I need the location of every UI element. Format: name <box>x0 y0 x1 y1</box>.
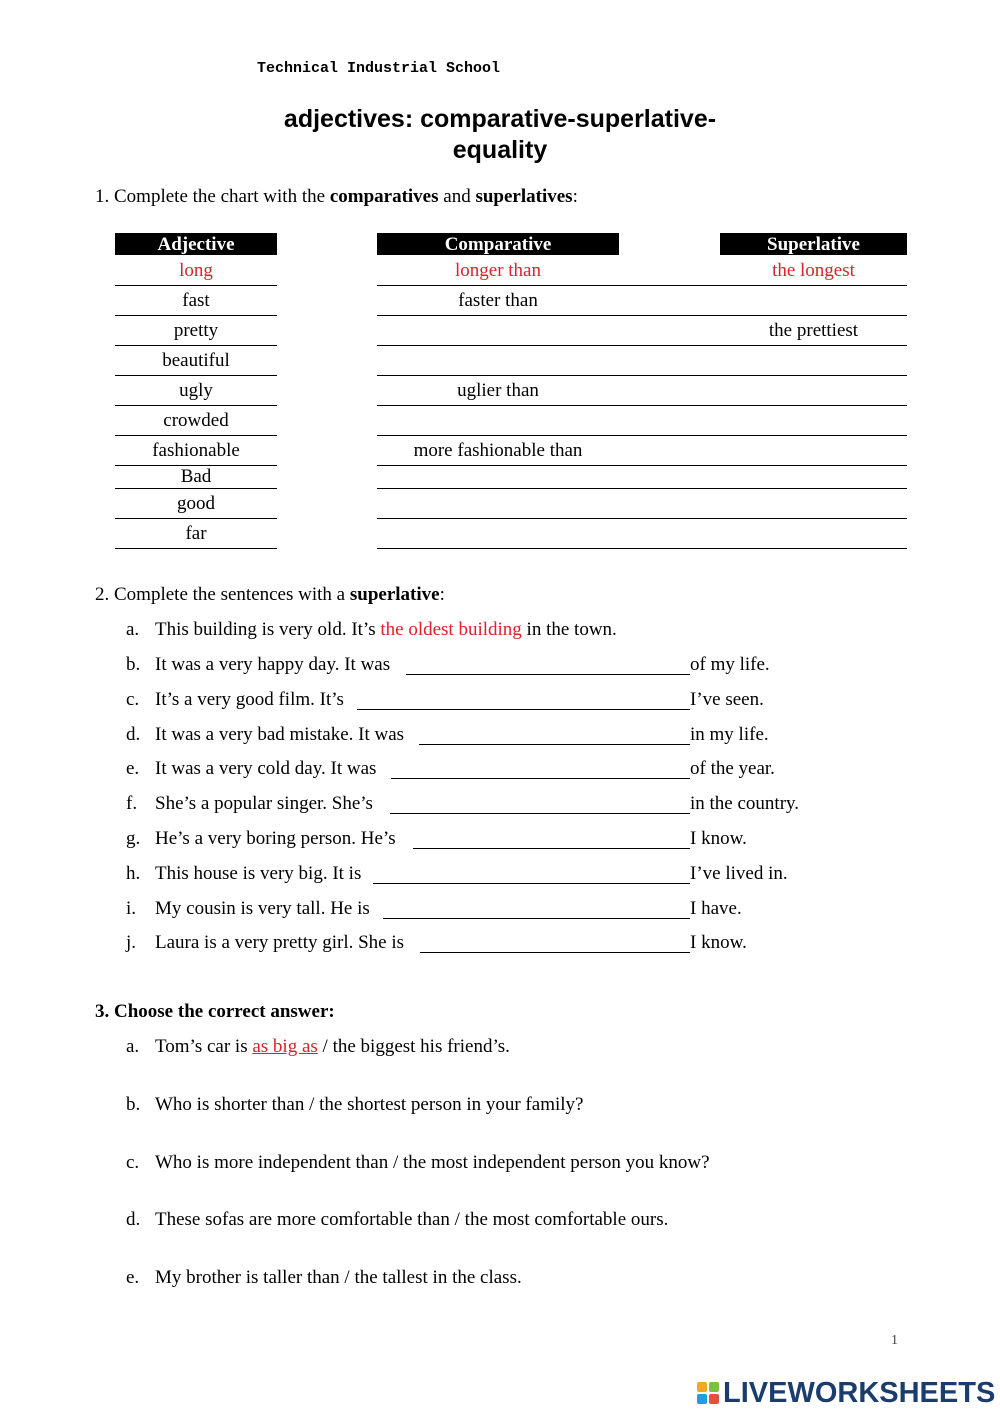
item-letter: d. <box>126 1209 141 1231</box>
sentence-text: Laura is a very pretty girl. She is <box>155 932 405 954</box>
school-name: Technical Industrial School <box>257 60 501 77</box>
answer-blank[interactable] <box>413 827 690 849</box>
answer-blank[interactable] <box>420 931 690 953</box>
section1-instruction: 1. Complete the chart with the comparatives and superlatives: <box>95 186 578 207</box>
comparative-cell: faster than <box>377 286 619 316</box>
comparative-cell[interactable] <box>377 316 619 346</box>
adjective-cell: far <box>115 519 277 549</box>
page-title-line2: equality <box>452 136 548 164</box>
answer-blank[interactable] <box>390 792 690 814</box>
choice-item[interactable] <box>126 1208 668 1232</box>
sentence-text: She’s a popular singer. She’s <box>155 793 373 815</box>
superlative-text: the longest <box>772 259 855 281</box>
comparative-cell: longer than <box>377 256 619 286</box>
sentence-ending: I’ve lived in. <box>690 862 788 884</box>
sentence-item <box>126 862 361 886</box>
adjective-cell: fast <box>115 286 277 316</box>
superlative-cell[interactable] <box>619 519 907 549</box>
adjective-cell: pretty <box>115 316 277 346</box>
comparative-cell[interactable] <box>377 489 619 519</box>
superlative-cell[interactable] <box>619 376 907 406</box>
choice-answer[interactable]: as big as <box>252 1036 318 1057</box>
choice-text: Who is more independent than / the most independent person you know? <box>155 1151 710 1173</box>
answer-blank[interactable] <box>406 653 690 675</box>
answer-blank[interactable] <box>373 862 690 884</box>
item-letter: e. <box>126 758 140 780</box>
sentence-item <box>126 723 404 747</box>
sentence-item <box>126 792 373 816</box>
comparative-cell: more fashionable than <box>377 436 619 466</box>
sentence-item <box>126 757 376 781</box>
sentence-ending: of my life. <box>690 654 770 675</box>
logo-text: LIVEWORKSHEETS <box>723 1376 996 1409</box>
section3-instruction: 3. Choose the correct answer: <box>95 1001 335 1022</box>
item-letter: d. <box>126 723 141 745</box>
item-letter: c. <box>126 688 140 710</box>
comparative-cell[interactable] <box>377 346 619 376</box>
item-letter: c. <box>126 1151 140 1173</box>
superlative-cell <box>619 256 907 286</box>
sentence-item <box>126 653 390 677</box>
superlative-cell[interactable] <box>619 436 907 466</box>
answer-blank[interactable] <box>419 723 690 745</box>
sentence-ending: I’ve seen. <box>690 688 764 710</box>
sentence-item <box>126 688 344 712</box>
choice-text: Who is shorter than / the shortest person in your family? <box>155 1094 584 1115</box>
superlative-cell[interactable] <box>619 346 907 376</box>
section2-instruction: 2. Complete the sentences with a superlative: <box>95 584 445 605</box>
superlative-cell[interactable] <box>619 406 907 436</box>
sentence-text: It was a very bad mistake. It was <box>155 723 405 745</box>
choice-text: These sofas are more comfortable than / the most comfortable ours. <box>155 1209 669 1231</box>
item-letter: b. <box>126 1094 141 1115</box>
example-answer: the oldest building <box>380 619 522 640</box>
comparative-cell[interactable] <box>377 466 619 489</box>
sentence-text: It was a very cold day. It was <box>155 758 377 780</box>
item-letter: f. <box>126 793 138 815</box>
superlative-cell[interactable] <box>619 489 907 519</box>
superlative-cell[interactable] <box>619 466 907 489</box>
sentence-ending: in the country. <box>690 793 800 815</box>
superlative-header: Superlative <box>720 233 907 255</box>
adjective-cell: Bad <box>115 466 277 489</box>
logo-grid-icon <box>697 1382 719 1404</box>
item-letter: j. <box>126 932 137 954</box>
page-number: 1 <box>891 1333 898 1348</box>
adjective-cell: fashionable <box>115 436 277 466</box>
item-letter: g. <box>126 828 141 849</box>
sentence-text: This house is very big. It is <box>155 862 362 884</box>
item-letter: b. <box>126 654 141 675</box>
adjective-cell: long <box>115 256 277 286</box>
sentence-ending: I know. <box>690 828 747 849</box>
sentence-text: My cousin is very tall. He is <box>155 897 370 919</box>
adjective-header: Adjective <box>115 233 277 255</box>
sentence-ending: of the year. <box>690 758 775 780</box>
comparative-cell[interactable] <box>377 406 619 436</box>
item-letter: h. <box>126 862 141 884</box>
choice-item[interactable] <box>126 1266 522 1290</box>
answer-blank[interactable] <box>391 757 690 779</box>
comparative-header: Comparative <box>377 233 619 255</box>
choice-item[interactable] <box>126 1093 583 1117</box>
choice-item[interactable] <box>126 1151 710 1175</box>
sentence-item <box>126 931 404 955</box>
sentence-ending: I know. <box>690 932 747 954</box>
adjective-cell: beautiful <box>115 346 277 376</box>
example-sentence: a. This building is very old. It’s the oldest building in the town. <box>126 619 617 640</box>
item-letter: e. <box>126 1267 140 1289</box>
comparative-cell[interactable] <box>377 519 619 549</box>
sentence-text: It was a very happy day. It was <box>155 654 391 675</box>
superlative-cell[interactable] <box>619 286 907 316</box>
sentence-item <box>126 897 370 921</box>
adjective-cell: good <box>115 489 277 519</box>
superlative-cell <box>619 316 907 346</box>
answer-blank[interactable] <box>357 688 690 710</box>
comparative-cell: uglier than <box>377 376 619 406</box>
superlative-text: the prettiest <box>768 319 859 341</box>
item-letter: i. <box>126 897 137 919</box>
adjective-cell: crowded <box>115 406 277 436</box>
adjective-cell: ugly <box>115 376 277 406</box>
sentence-ending: I have. <box>690 897 742 919</box>
sentence-item <box>126 827 396 851</box>
choice-text: My brother is taller than / the tallest in the class. <box>155 1267 522 1289</box>
answer-blank[interactable] <box>383 897 690 919</box>
liveworksheets-logo <box>697 1378 995 1408</box>
choice-example: a. Tom’s car is as big as / the biggest his friend’s. <box>126 1036 510 1057</box>
page-title: adjectives: comparative-superlative- <box>283 105 717 133</box>
sentence-ending: in my life. <box>690 723 769 745</box>
sentence-text: He’s a very boring person. He’s <box>155 828 396 849</box>
sentence-text: It’s a very good film. It’s <box>155 688 344 710</box>
